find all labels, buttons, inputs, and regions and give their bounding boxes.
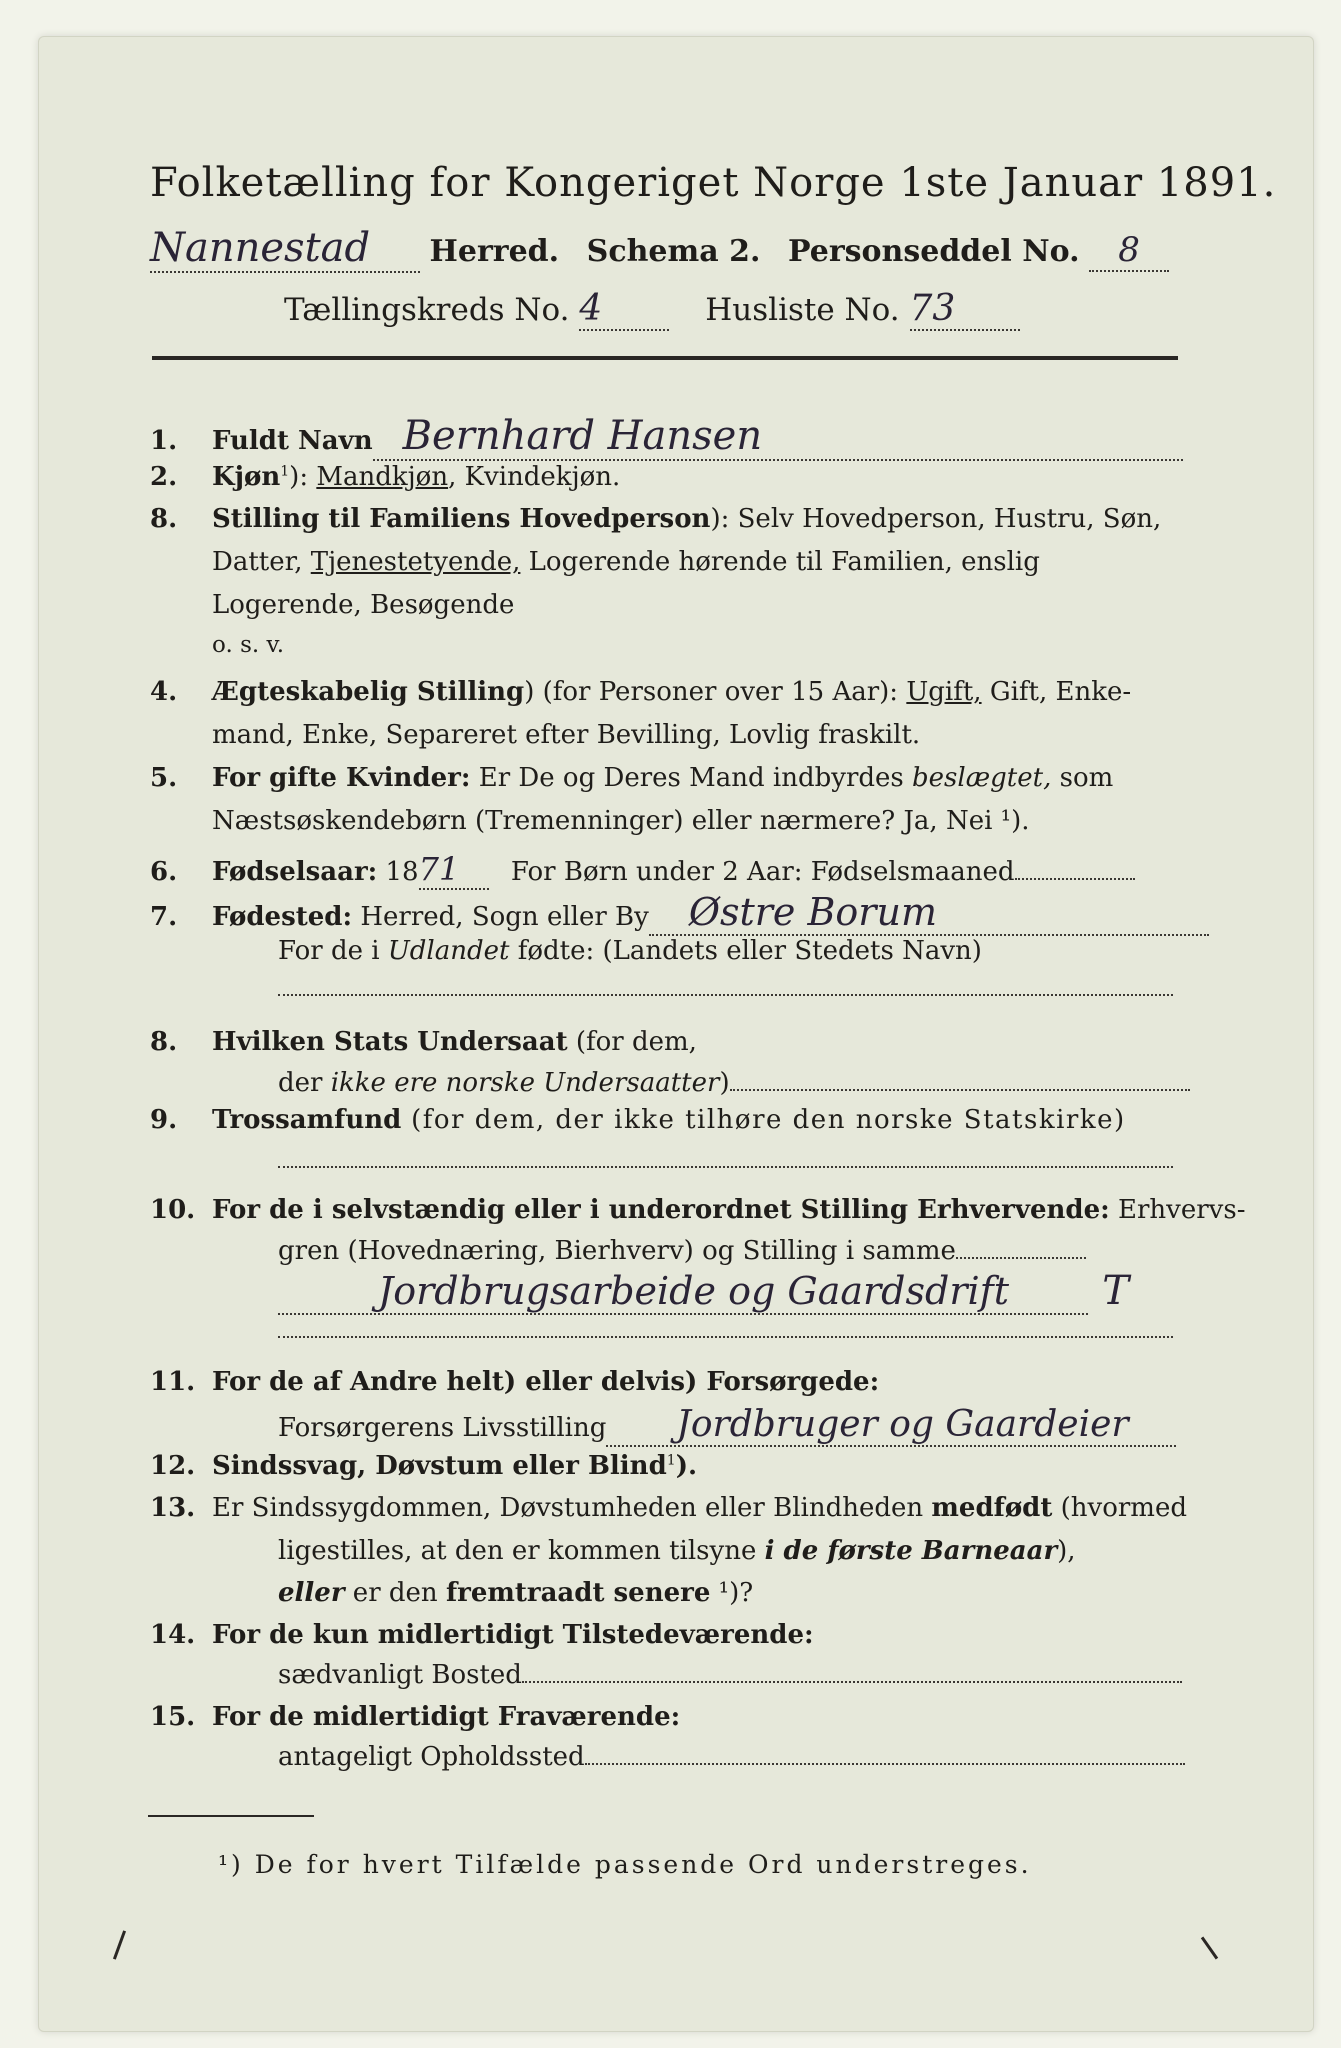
q1-value: Bernhard Hansen <box>373 413 1183 461</box>
husliste-label: Husliste No. <box>705 292 900 328</box>
q5-married-women: 5. For gifte Kvinder: Er De og Deres Mand indbyrdes beslægtet, som <box>150 763 1114 793</box>
taellingskreds-label: Tællingskreds No. <box>284 292 570 328</box>
schema-label: Schema 2. <box>586 234 761 269</box>
q8-citizenship: 8. Hvilken Stats Undersaat (for dem, <box>150 1027 697 1057</box>
q14-temporary-present: 14. For de kun midlertidigt Tilstedeværende: <box>150 1620 814 1650</box>
q13-congenital: 13. Er Sindssygdommen, Døvstumheden eller Blindheden medfødt (hvormed <box>150 1493 1187 1523</box>
q10-mark: T <box>1102 1268 1129 1314</box>
form-title: Folketælling for Kongeriget Norge 1ste Januar 1891. <box>150 160 1277 206</box>
taellingskreds-line <box>284 288 1020 331</box>
q6-year-value: 71 <box>419 850 489 890</box>
footnote-rule <box>148 1815 314 1817</box>
q3-selected-tjenestetyende: Tjenestetyende, <box>310 547 521 577</box>
footnote: ¹) De for hvert Tilfælde passende Ord understreges. <box>218 1850 1032 1879</box>
taellingskreds-value: 4 <box>579 288 669 331</box>
q2-selected-mandkjon: Mandkjøn <box>316 462 449 492</box>
q1-label: Fuldt Navn <box>212 426 373 456</box>
q9-religion: 9. Trossamfund (for dem, der ikke tilhøre den norske Statskirke) <box>150 1105 1126 1135</box>
q7-value: Østre Borum <box>649 890 1209 936</box>
husliste-value: 73 <box>910 288 1020 331</box>
herred-line <box>150 225 1169 273</box>
herred-value: Nannestad <box>150 225 420 273</box>
q15-temporary-absent: 15. For de midlertidigt Fraværende: <box>150 1702 681 1732</box>
q6-birth-year: 6. Fødselsaar: 1871 For Børn under 2 Aar: Fødselsmaaned <box>150 850 1135 890</box>
q12-disability: 12. Sindssvag, Døvstum eller Blind$^1$). <box>150 1451 698 1481</box>
q3-family-position: 8. Stilling til Familiens Hovedperson): Selv Hovedperson, Hustru, Søn, <box>150 504 1162 534</box>
q7-foreign-blank <box>278 994 1173 996</box>
personseddel-label: Personseddel No. <box>787 234 1080 269</box>
q11-supported: 11. For de af Andre helt) eller delvis) Forsørgede: <box>150 1367 880 1397</box>
header-rule <box>152 356 1178 360</box>
q1-full-name: 1. Fuldt Navn Bernhard Hansen <box>150 413 1183 461</box>
q2-gender: 2. Kjøn$^1$): Mandkjøn, Kvindekjøn. <box>150 462 621 492</box>
herred-label: Herred. <box>429 234 560 269</box>
personseddel-value: 8 <box>1089 230 1169 272</box>
q10-value: Jordbrugsarbeide og Gaardsdrift <box>278 1269 1088 1315</box>
q11-value: Jordbruger og Gaardeier <box>606 1404 1176 1447</box>
q4-selected-ugift: Ugift, <box>906 677 982 707</box>
q10-occupation: 10. For de i selvstændig eller i underordnet Stilling Erhvervende: Erhvervs- <box>150 1195 1246 1225</box>
q4-marital-status: 4. Ægteskabelig Stilling) (for Personer over 15 Aar): Ugift, Gift, Enke- <box>150 677 1132 707</box>
q7-birthplace: 7. Fødested: Herred, Sogn eller By Østre Borum <box>150 890 1209 936</box>
